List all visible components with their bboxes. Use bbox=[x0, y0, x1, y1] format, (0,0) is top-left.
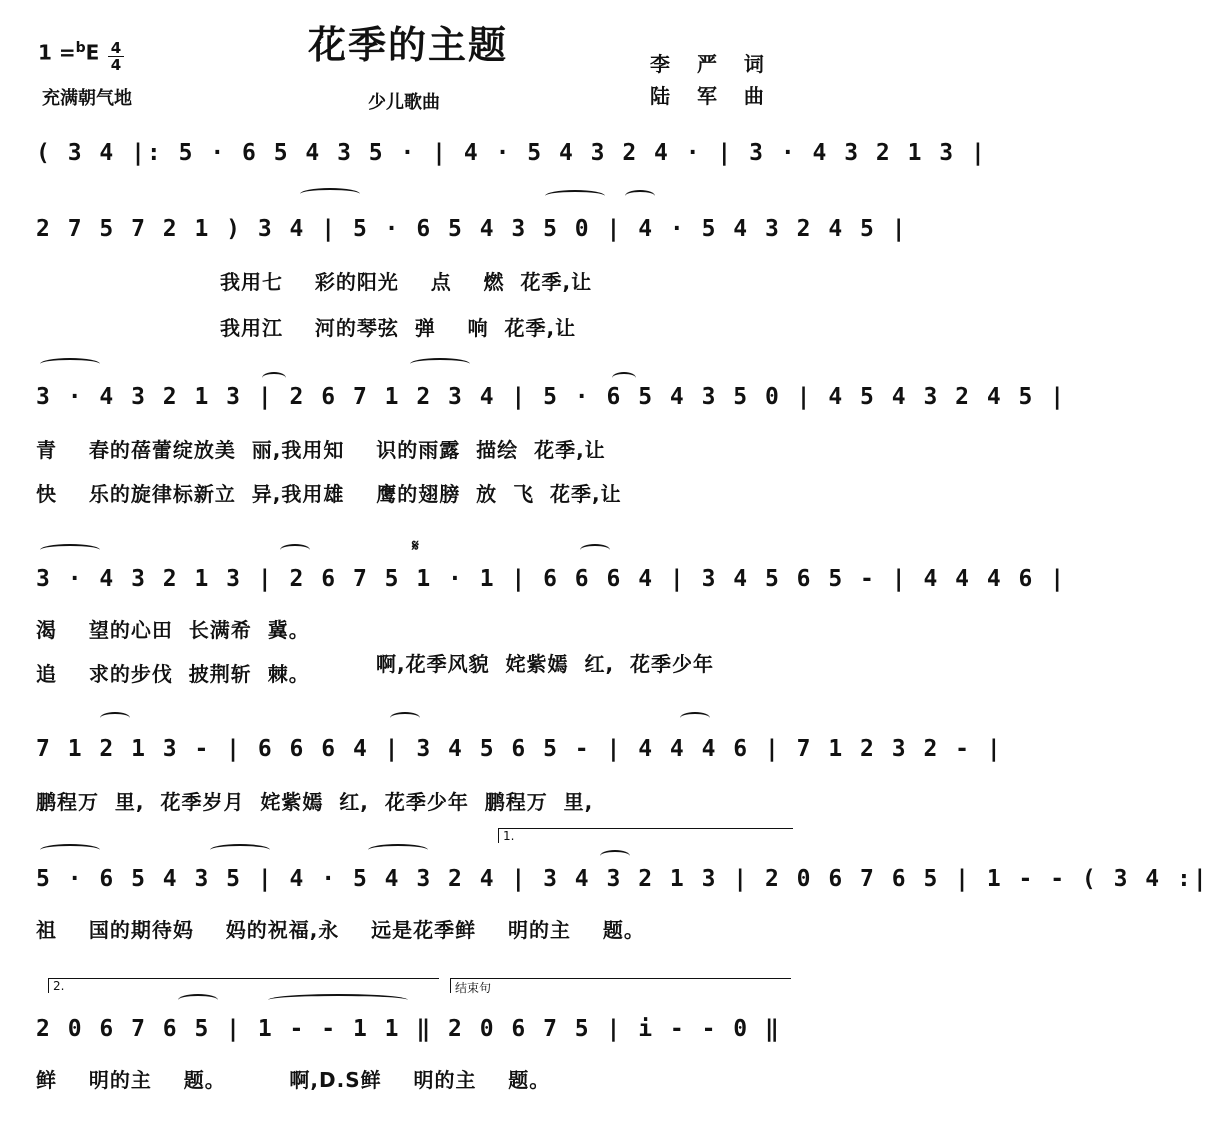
notation-line-2: 2 7 5 7 2 1 ) 3 4 | 5 · 6 5 4 3 5 0 | 4 · 5 4 3 2 4 5 | bbox=[36, 216, 908, 242]
slur bbox=[680, 712, 710, 724]
slur bbox=[580, 544, 610, 556]
slur bbox=[40, 358, 100, 370]
coda-bracket: 结束句 bbox=[450, 978, 791, 993]
slur bbox=[625, 190, 655, 202]
key-signature bbox=[38, 40, 99, 65]
slur bbox=[178, 994, 218, 1006]
lyric-line-4-chorus: 啊,花季风貌 姹紫嫣 红, 花季少年 bbox=[376, 652, 714, 676]
lyric-line-6: 祖 国的期待妈 妈的祝福,永 远是花季鲜 明的主 题。 bbox=[36, 918, 645, 942]
slur bbox=[40, 844, 100, 856]
composer-credit: 陆 军 曲 bbox=[650, 84, 774, 108]
slur bbox=[210, 844, 270, 856]
slur bbox=[280, 544, 310, 556]
song-title: 花季的主题 bbox=[307, 23, 508, 67]
flat-sign: b bbox=[75, 40, 86, 56]
slur bbox=[40, 544, 100, 556]
meter-bottom: 4 bbox=[110, 56, 122, 74]
slur bbox=[600, 850, 630, 862]
key-prefix: 1 = bbox=[38, 40, 76, 65]
lyric-line-4-verse-2: 追 求的步伐 披荆斩 棘。 bbox=[36, 662, 310, 686]
segno-sign: 𝄋 bbox=[412, 536, 419, 555]
lyric-line-4-verse-1: 渴 望的心田 长满希 冀。 bbox=[36, 618, 310, 642]
first-ending-bracket: 1. bbox=[498, 828, 793, 843]
time-signature bbox=[108, 40, 124, 73]
genre-label: 少儿歌曲 bbox=[368, 92, 440, 113]
notation-line-4: 3 · 4 3 2 1 3 | 2 6 7 5 1 · 1 | 6 6 6 4 | 3 4 5 6 5 - | 4 4 4 6 | bbox=[36, 566, 1067, 592]
notation-line-5: 7 1 2 1 3 - | 6 6 6 4 | 3 4 5 6 5 - | 4 4 4 6 | 7 1 2 3 2 - | bbox=[36, 736, 1003, 762]
lyric-line-3-verse-1: 青 春的蓓蕾绽放美 丽,我用知 识的雨露 描绘 花季,让 bbox=[36, 438, 606, 462]
notation-line-1: ( 3 4 |: 5 · 6 5 4 3 5 · | 4 · 5 4 3 2 4 · | 3 · 4 3 2 1 3 | bbox=[36, 140, 987, 166]
slur bbox=[100, 712, 130, 724]
lyric-line-7: 鲜 明的主 题。 啊,D.S鲜 明的主 题。 bbox=[36, 1068, 551, 1092]
meter-top: 4 bbox=[108, 40, 124, 57]
second-ending-bracket: 2. bbox=[48, 978, 439, 993]
slur bbox=[268, 994, 408, 1006]
lyric-line-2-verse-2: 我用江 河的琴弦 弹 响 花季,让 bbox=[220, 316, 577, 340]
key-note: E bbox=[85, 40, 100, 65]
notation-line-6: 5 · 6 5 4 3 5 | 4 · 5 4 3 2 4 | 3 4 3 2 1 3 | 2 0 6 7 6 5 | 1 - - ( 3 4 :| bbox=[36, 866, 1209, 892]
notation-line-7: 2 0 6 7 6 5 | 1 - - 1 1 ‖ 2 0 6 7 5 | i - - 0 ‖ bbox=[36, 1016, 781, 1042]
lyric-line-3-verse-2: 快 乐的旋律标新立 异,我用雄 鹰的翅膀 放 飞 花季,让 bbox=[36, 482, 622, 506]
slur bbox=[390, 712, 420, 724]
tempo-mood: 充满朝气地 bbox=[42, 88, 132, 109]
lyric-line-5: 鹏程万 里, 花季岁月 姹紫嫣 红, 花季少年 鹏程万 里, bbox=[36, 790, 594, 814]
notation-line-3: 3 · 4 3 2 1 3 | 2 6 7 1 2 3 4 | 5 · 6 5 4 3 5 0 | 4 5 4 3 2 4 5 | bbox=[36, 384, 1067, 410]
slur bbox=[410, 358, 470, 370]
slur bbox=[300, 188, 360, 200]
slur bbox=[368, 844, 428, 856]
lyric-line-2-verse-1: 我用七 彩的阳光 点 燃 花季,让 bbox=[220, 270, 593, 294]
lyricist-credit: 李 严 词 bbox=[650, 52, 774, 76]
slur bbox=[545, 190, 605, 202]
